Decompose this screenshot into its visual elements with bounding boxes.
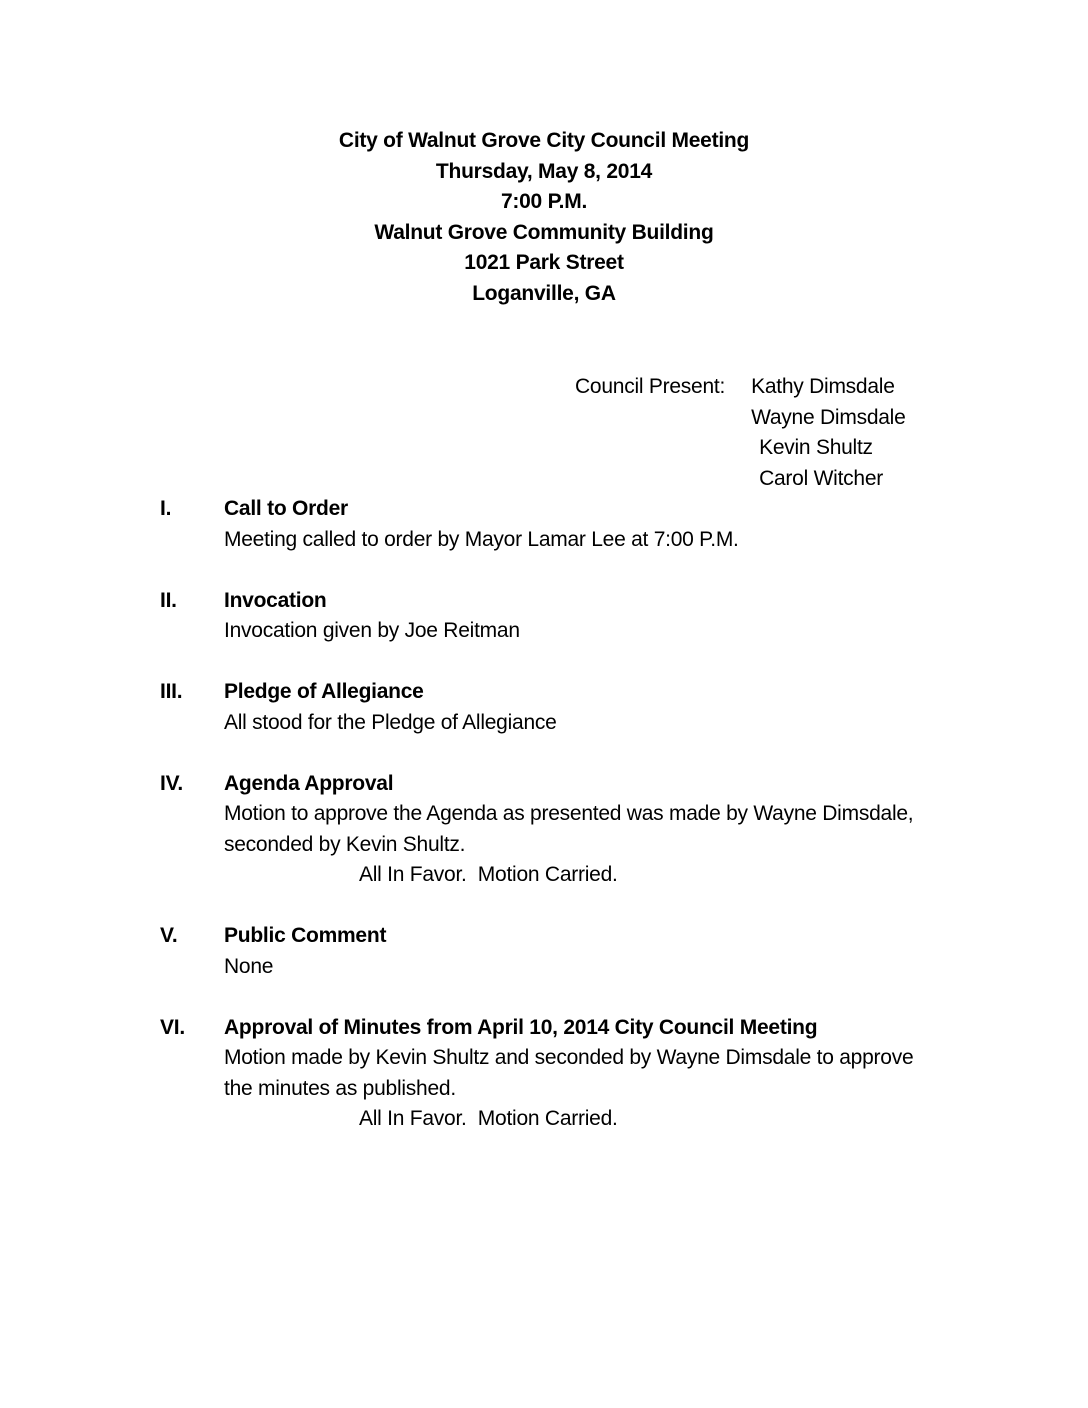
section-content [224,921,934,982]
section-body: Meeting called to order by Mayor Lamar Lee at 7:00 P.M. [224,527,739,551]
council-member: Wayne Dimsdale [751,405,906,429]
section-content [224,586,934,647]
section-invocation [160,586,1088,647]
section-title: Call to Order [224,497,348,520]
section-body: All stood for the Pledge of Allegiance [224,710,557,734]
header-venue: Walnut Grove Community Building [374,220,714,244]
section-minutes-approval [160,1013,1088,1135]
section-content [224,677,934,738]
council-present-label: Council Present: [575,375,726,398]
document-header [0,126,1088,309]
section-content [224,769,934,891]
section-numeral: I. [160,497,172,520]
section-title: Agenda Approval [224,771,394,795]
section-public-comment [160,921,1088,982]
section-numeral: VI. [160,1015,185,1039]
header-street: 1021 Park Street [464,251,624,274]
council-member: Kevin Shultz [759,436,873,459]
header-title: City of Walnut Grove City Council Meeting [338,129,750,152]
header-time: 7:00 P.M. [500,190,588,213]
council-present-names [751,372,905,494]
section-agenda-approval [160,769,1088,891]
council-member: Carol Witcher [759,466,884,490]
agenda-sections [0,494,1088,1135]
section-body: Invocation given by Joe Reitman [224,619,520,642]
motion-result: All In Favor. Motion Carried. [359,863,618,886]
section-call-to-order [160,494,1088,555]
council-member: Kathy Dimsdale [751,375,895,398]
section-content [224,494,934,555]
section-title: Invocation [224,588,327,612]
section-body: Motion made by Kevin Shultz and seconded by Wayne Dimsdale to approve the minutes as published. [224,1046,914,1100]
section-title: Approval of Minutes from April 10, 2014 City Council Meeting [224,1015,818,1039]
section-numeral: III. [160,680,183,703]
section-pledge-of-allegiance [160,677,1088,738]
section-numeral: II. [160,588,177,612]
section-title: Pledge of Allegiance [224,680,424,703]
section-content [224,1013,934,1135]
motion-result: All In Favor. Motion Carried. [359,1107,618,1130]
section-body: None [224,954,274,978]
section-title: Public Comment [224,924,387,947]
header-city: Loganville, GA [472,281,616,305]
header-date: Thursday, May 8, 2014 [435,159,653,183]
section-numeral: IV. [160,771,183,795]
section-numeral: V. [160,924,178,947]
council-present-block [575,372,1088,494]
section-body: Motion to approve the Agenda as presented was made by Wayne Dimsdale, seconded by Kevin Shultz. [224,802,914,856]
